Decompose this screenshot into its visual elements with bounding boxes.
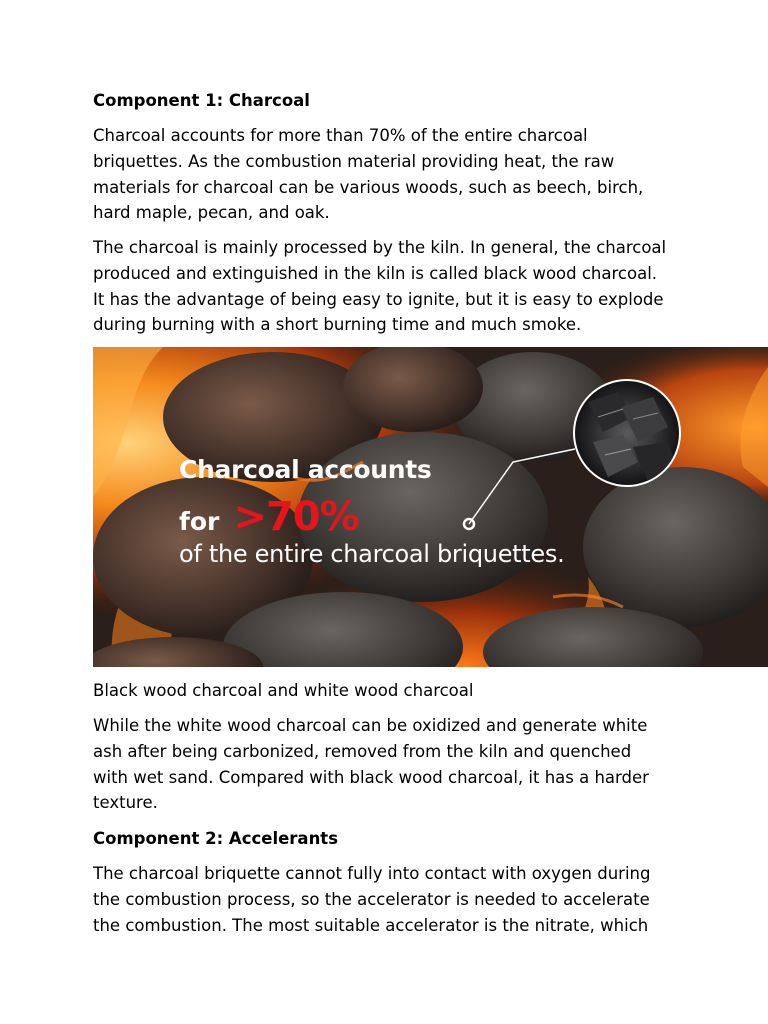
figure-subline: of the entire charcoal briquettes. xyxy=(179,540,565,568)
paragraph-charcoal-intro: Charcoal accounts for more than 70% of the entire charcoal briquettes. As the combustion material providing heat, the raw materials for charcoal can be various woods, such as beech, birch, hard maple, pecan, and oak. xyxy=(93,126,644,223)
figure-percentage-line xyxy=(179,494,359,540)
figure-for-label: for xyxy=(179,507,220,536)
figure-percentage: >70% xyxy=(233,494,359,540)
figure-headline: Charcoal accounts xyxy=(179,455,432,484)
charcoal-briquettes-image xyxy=(93,347,768,667)
paragraph-white-charcoal: While the white wood charcoal can be oxidized and generate white ash after being carbonized, removed from the kiln and quenched with wet sand. Compared with black wood charcoal, it has a harder texture. xyxy=(93,716,649,813)
figure-caption: Black wood charcoal and white wood charcoal xyxy=(93,681,474,700)
section-heading-accelerants: Component 2: Accelerants xyxy=(93,829,339,848)
section-heading-charcoal: Component 1: Charcoal xyxy=(93,91,310,110)
paragraph-accelerants: The charcoal briquette cannot fully into contact with oxygen during the combustion process, so the accelerator is needed to accelerate the combustion. The most suitable accelerator is the nitrate, which xyxy=(93,864,651,935)
paragraph-kiln-process: The charcoal is mainly processed by the kiln. In general, the charcoal produced and extinguished in the kiln is called black wood charcoal. It has the advantage of being easy to ignite, but it is easy to explode during burning with a short burning time and much smoke. xyxy=(93,238,667,335)
